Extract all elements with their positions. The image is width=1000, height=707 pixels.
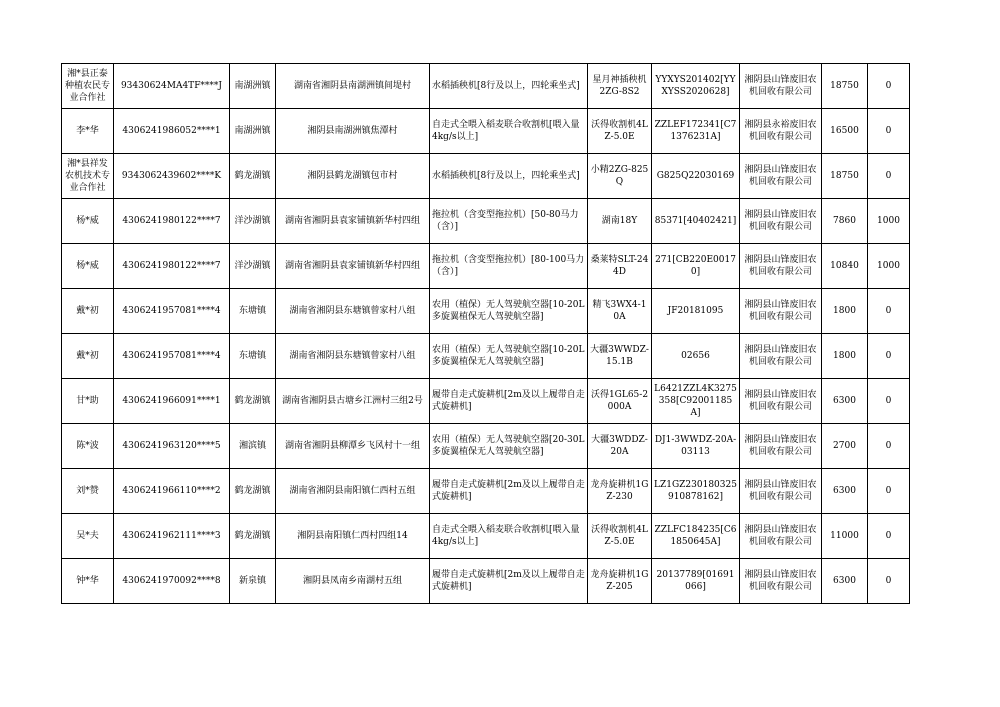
cell-recycler: 湘阴县山锋废旧农机回收有限公司 [740,559,822,604]
cell-extra-amount: 0 [868,559,910,604]
cell-serial-number: ZZLEF172341[C71376231A] [652,109,740,154]
table-row [62,424,910,469]
cell-applicant-name: 杨*威 [62,199,114,244]
cell-recycler: 湘阴县山锋废旧农机回收有限公司 [740,199,822,244]
cell-machine-model: 桑莱特SLT-244D [588,244,652,289]
cell-recycler: 湘阴县永裕废旧农机回收有限公司 [740,109,822,154]
cell-id-number: 4306241980122****7 [114,244,230,289]
cell-address: 湖南省湘阴县古塘乡江洲村三组2号 [276,379,430,424]
cell-serial-number: 85371[40402421] [652,199,740,244]
cell-extra-amount: 0 [868,514,910,559]
cell-town: 洋沙湖镇 [230,199,276,244]
cell-address: 湘阴县南阳镇仁西村四组14 [276,514,430,559]
cell-extra-amount: 0 [868,109,910,154]
cell-applicant-name: 湘*县正泰种植农民专业合作社 [62,64,114,109]
cell-applicant-name: 戴*初 [62,334,114,379]
table-row [62,514,910,559]
cell-id-number: 93430624MA4TF****J [114,64,230,109]
cell-recycler: 湘阴县山锋废旧农机回收有限公司 [740,289,822,334]
cell-machine-model: 沃得1GL65-2000A [588,379,652,424]
cell-subsidy-amount: 16500 [822,109,868,154]
cell-machine-model: 小精2ZG-825Q [588,154,652,199]
cell-subsidy-amount: 7860 [822,199,868,244]
cell-serial-number: 271[CB220E00170] [652,244,740,289]
cell-machine-category: 履带自走式旋耕机[2m及以上履带自走式旋耕机] [430,469,588,514]
cell-applicant-name: 吴*夫 [62,514,114,559]
cell-extra-amount: 0 [868,379,910,424]
cell-extra-amount: 0 [868,469,910,514]
cell-address: 湖南省湘阴县东塘镇曾家村八组 [276,289,430,334]
cell-machine-model: 龙舟旋耕机1GZ-230 [588,469,652,514]
cell-machine-category: 拖拉机（含变型拖拉机）[80-100马力（含）] [430,244,588,289]
cell-machine-category: 农用（植保）无人驾驶航空器[20-30L多旋翼植保无人驾驶航空器] [430,424,588,469]
cell-address: 湘阴县凤南乡南湖村五组 [276,559,430,604]
cell-id-number: 4306241986052****1 [114,109,230,154]
cell-machine-category: 履带自走式旋耕机[2m及以上履带自走式旋耕机] [430,379,588,424]
cell-subsidy-amount: 18750 [822,154,868,199]
cell-applicant-name: 甘*助 [62,379,114,424]
cell-town: 湘滨镇 [230,424,276,469]
cell-applicant-name: 钟*华 [62,559,114,604]
cell-id-number: 4306241980122****7 [114,199,230,244]
cell-machine-category: 农用（植保）无人驾驶航空器[10-20L多旋翼植保无人驾驶航空器] [430,289,588,334]
cell-address: 湖南省湘阴县南阳镇仁西村五组 [276,469,430,514]
cell-recycler: 湘阴县山锋废旧农机回收有限公司 [740,244,822,289]
cell-extra-amount: 1000 [868,199,910,244]
cell-machine-model: 沃得收割机4LZ-5.0E [588,514,652,559]
cell-subsidy-amount: 6300 [822,379,868,424]
table-row [62,334,910,379]
cell-recycler: 湘阴县山锋废旧农机回收有限公司 [740,514,822,559]
cell-id-number: 4306241970092****8 [114,559,230,604]
cell-machine-category: 水稻插秧机[8行及以上，四轮乘坐式] [430,154,588,199]
cell-recycler: 湘阴县山锋废旧农机回收有限公司 [740,154,822,199]
cell-town: 鹤龙湖镇 [230,154,276,199]
cell-machine-model: 龙舟旋耕机1GZ-205 [588,559,652,604]
cell-machine-model: 大疆3WWDZ-15.1B [588,334,652,379]
cell-applicant-name: 湘*县祥发农机技术专业合作社 [62,154,114,199]
table-row [62,109,910,154]
cell-serial-number: DJ1-3WWDZ-20A-03113 [652,424,740,469]
cell-recycler: 湘阴县山锋废旧农机回收有限公司 [740,424,822,469]
cell-id-number: 4306241966110****2 [114,469,230,514]
table-row [62,64,910,109]
cell-serial-number: L6421ZZL4K3275358[C92001185A] [652,379,740,424]
cell-machine-model: 大疆3WDDZ-20A [588,424,652,469]
cell-machine-category: 自走式全喂入稻麦联合收割机[喂入量4kg/s以上] [430,514,588,559]
cell-serial-number: YYXYS201402[YYXYSS2020628] [652,64,740,109]
cell-address: 湖南省湘阴县柳潭乡飞风村十一组 [276,424,430,469]
cell-subsidy-amount: 6300 [822,559,868,604]
cell-subsidy-amount: 18750 [822,64,868,109]
cell-address: 湖南省湘阴县东塘镇曾家村八组 [276,334,430,379]
table-row [62,244,910,289]
cell-town: 南湖洲镇 [230,109,276,154]
table-row [62,289,910,334]
cell-id-number: 4306241962111****3 [114,514,230,559]
cell-subsidy-amount: 1800 [822,289,868,334]
cell-id-number: 4306241963120****5 [114,424,230,469]
subsidy-table [61,63,910,604]
cell-recycler: 湘阴县山锋废旧农机回收有限公司 [740,64,822,109]
cell-serial-number: ZZLFC184235[C61850645A] [652,514,740,559]
cell-extra-amount: 0 [868,334,910,379]
cell-machine-model: 湖南18Y [588,199,652,244]
cell-town: 洋沙湖镇 [230,244,276,289]
cell-subsidy-amount: 10840 [822,244,868,289]
cell-machine-category: 农用（植保）无人驾驶航空器[10-20L多旋翼植保无人驾驶航空器] [430,334,588,379]
table-row [62,469,910,514]
cell-town: 南湖洲镇 [230,64,276,109]
table-row [62,379,910,424]
cell-machine-model: 星月神插秧机2ZG-8S2 [588,64,652,109]
cell-address: 湖南省湘阴县袁家铺镇新华村四组 [276,199,430,244]
cell-extra-amount: 0 [868,64,910,109]
cell-town: 东塘镇 [230,334,276,379]
cell-subsidy-amount: 11000 [822,514,868,559]
cell-town: 东塘镇 [230,289,276,334]
cell-machine-model: 沃得收割机4LZ-5.0E [588,109,652,154]
cell-recycler: 湘阴县山锋废旧农机回收有限公司 [740,379,822,424]
cell-extra-amount: 1000 [868,244,910,289]
cell-serial-number: G825Q22030169 [652,154,740,199]
cell-applicant-name: 戴*初 [62,289,114,334]
table-body [62,64,910,604]
cell-address: 湘阴县鹤龙湖镇包市村 [276,154,430,199]
cell-serial-number: 02656 [652,334,740,379]
cell-extra-amount: 0 [868,424,910,469]
cell-town: 鹤龙湖镇 [230,469,276,514]
cell-address: 湖南省湘阴县南湖洲镇间堤村 [276,64,430,109]
cell-machine-category: 自走式全喂入稻麦联合收割机[喂入量4kg/s以上] [430,109,588,154]
cell-id-number: 4306241957081****4 [114,334,230,379]
cell-town: 鹤龙湖镇 [230,514,276,559]
cell-serial-number: LZ1GZ230180325910878162] [652,469,740,514]
cell-applicant-name: 陈*波 [62,424,114,469]
cell-id-number: 4306241957081****4 [114,289,230,334]
cell-applicant-name: 刘*赞 [62,469,114,514]
cell-machine-category: 水稻插秧机[8行及以上，四轮乘坐式] [430,64,588,109]
cell-machine-category: 拖拉机（含变型拖拉机）[50-80马力（含）] [430,199,588,244]
cell-recycler: 湘阴县山锋废旧农机回收有限公司 [740,469,822,514]
cell-recycler: 湘阴县山锋废旧农机回收有限公司 [740,334,822,379]
cell-extra-amount: 0 [868,154,910,199]
cell-applicant-name: 杨*威 [62,244,114,289]
table-row [62,154,910,199]
cell-applicant-name: 李*华 [62,109,114,154]
cell-id-number: 4306241966091****1 [114,379,230,424]
cell-subsidy-amount: 2700 [822,424,868,469]
cell-town: 新泉镇 [230,559,276,604]
cell-serial-number: 20137789[01691066] [652,559,740,604]
cell-address: 湘阴县南湖洲镇焦潭村 [276,109,430,154]
table-row [62,559,910,604]
cell-town: 鹤龙湖镇 [230,379,276,424]
cell-serial-number: JF20181095 [652,289,740,334]
cell-id-number: 9343062439602****K [114,154,230,199]
cell-subsidy-amount: 6300 [822,469,868,514]
cell-subsidy-amount: 1800 [822,334,868,379]
cell-machine-model: 精飞3WX4-10A [588,289,652,334]
cell-machine-category: 履带自走式旋耕机[2m及以上履带自走式旋耕机] [430,559,588,604]
table-row [62,199,910,244]
cell-extra-amount: 0 [868,289,910,334]
cell-address: 湖南省湘阴县袁家铺镇新华村四组 [276,244,430,289]
